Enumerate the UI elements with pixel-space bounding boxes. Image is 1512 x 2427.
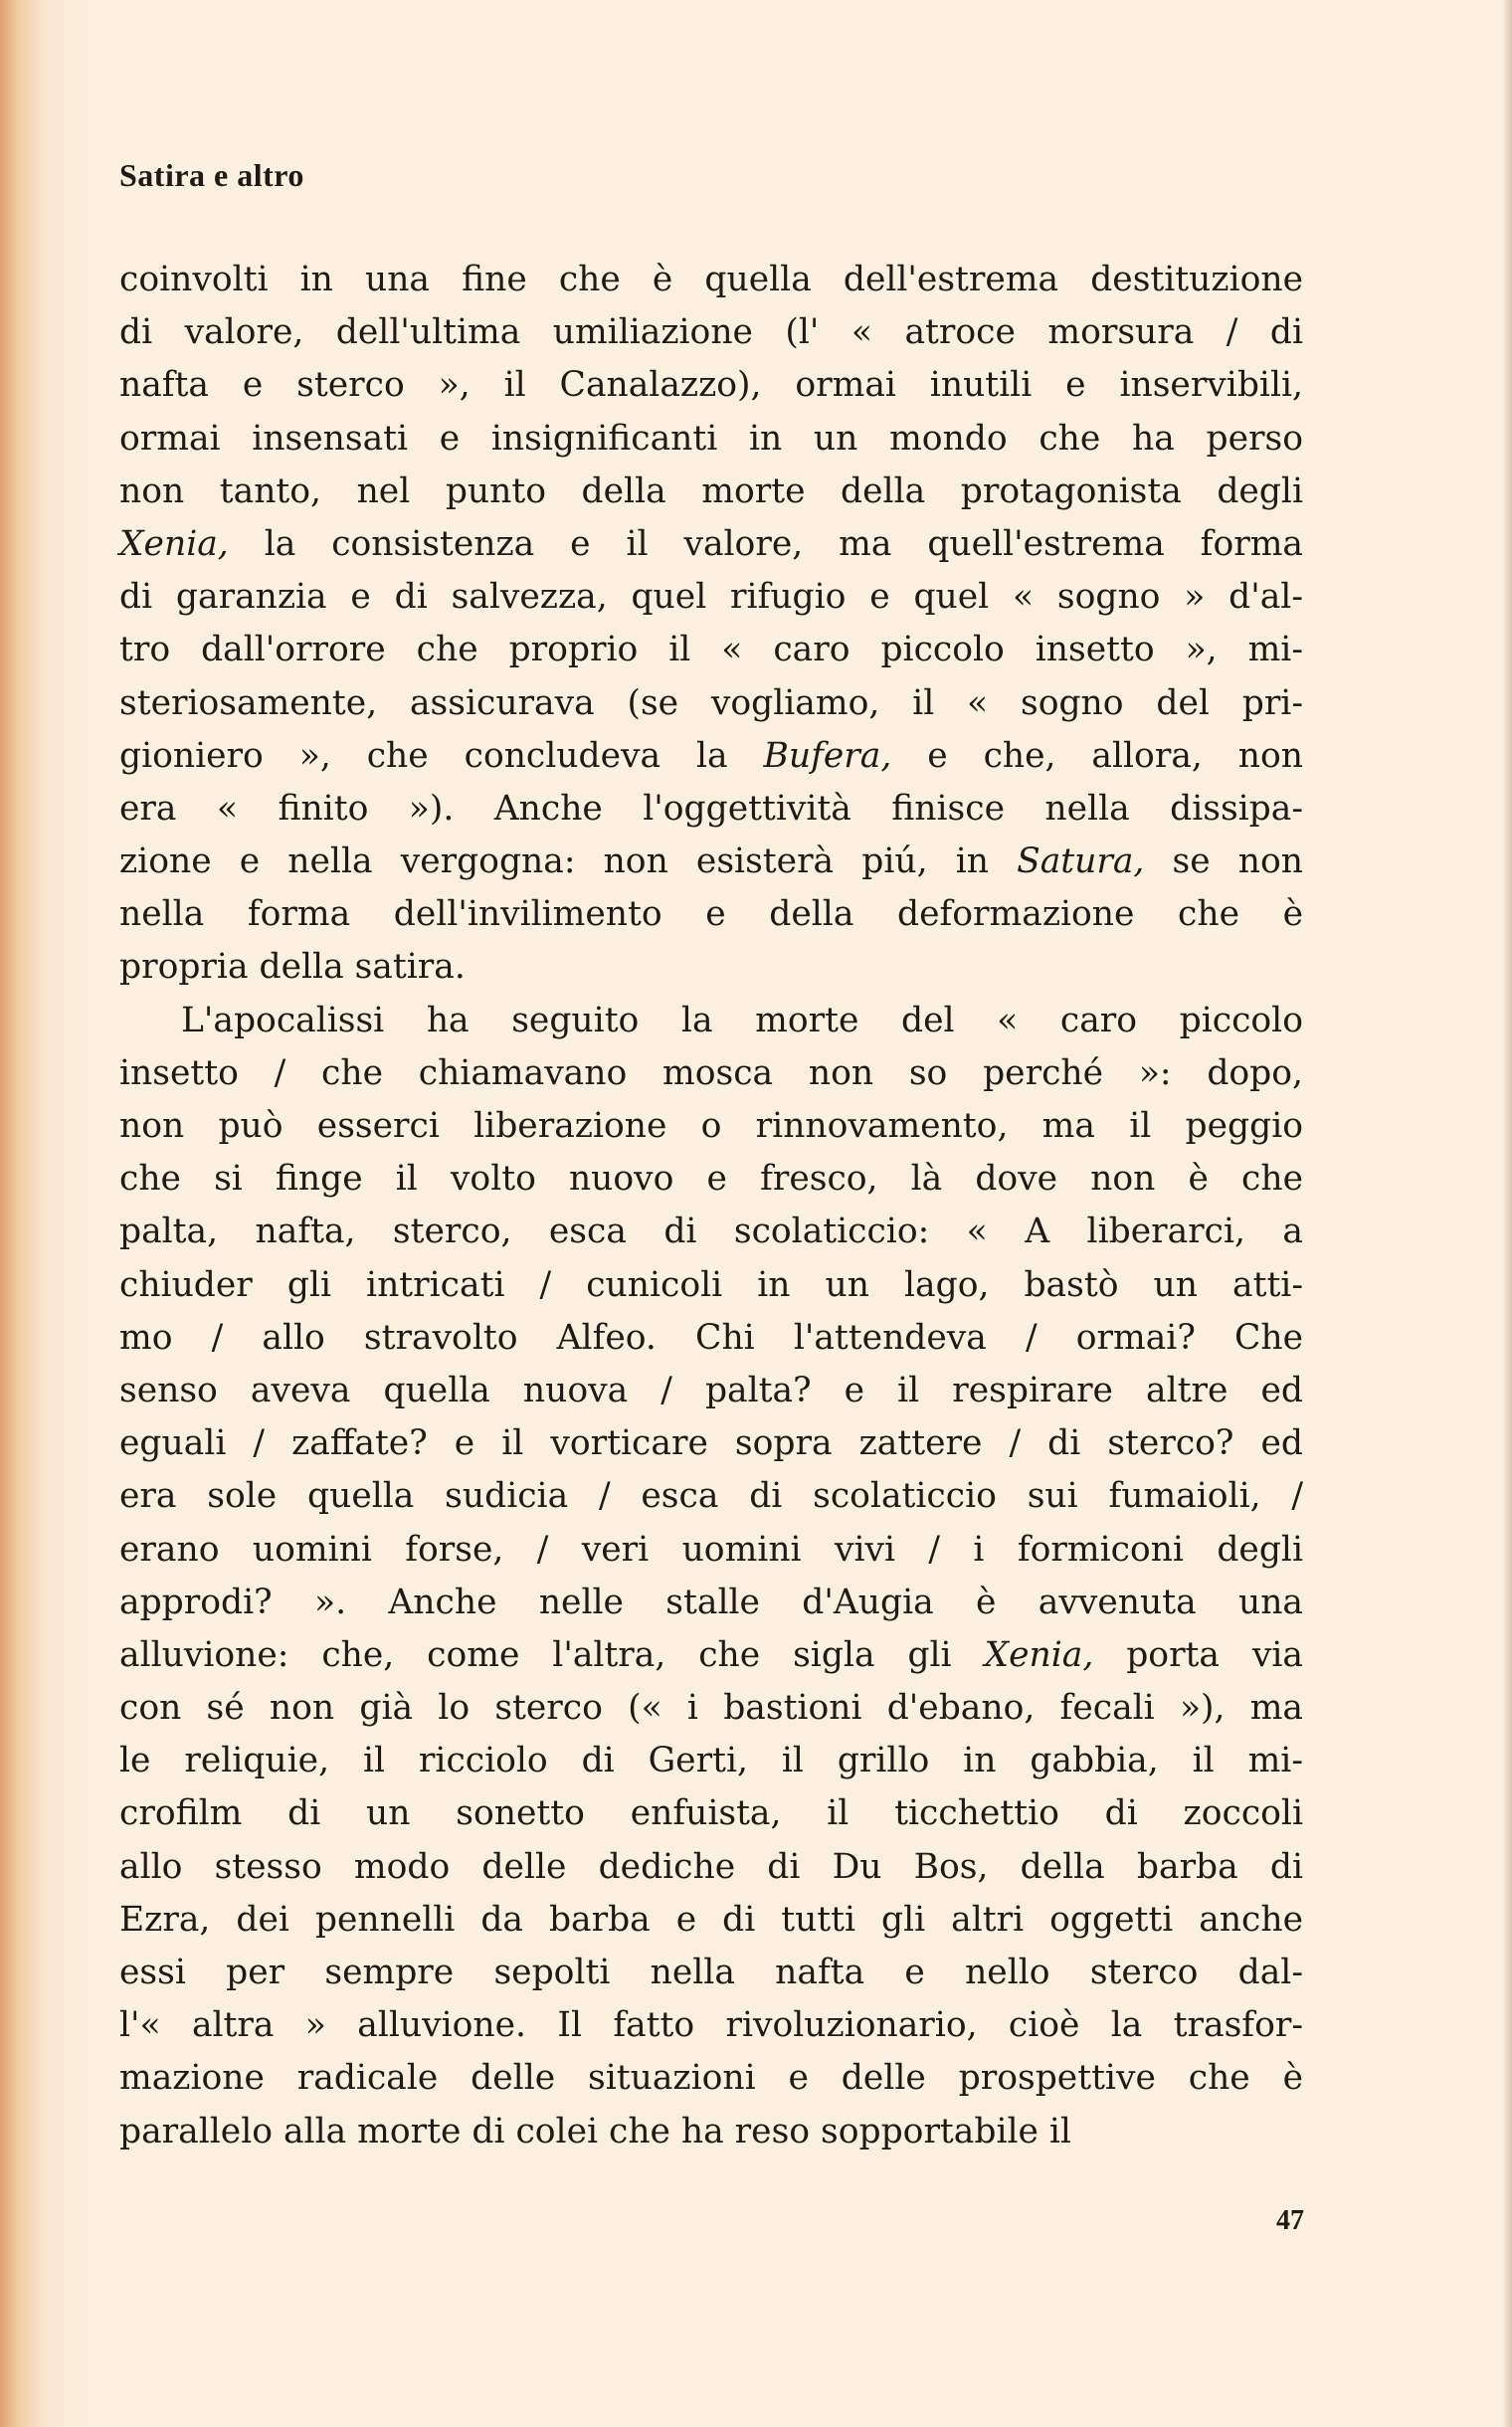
text-segment: essi per sempre sepolti nella nafta e nello sterco dal- bbox=[119, 1953, 1303, 1992]
italic-title: Bufera, bbox=[763, 735, 892, 776]
text-segment: nafta e sterco », il Canalazzo), ormai inutili e inservibili, bbox=[119, 365, 1303, 406]
text-line bbox=[119, 413, 1303, 466]
text-segment: mo / allo stravolto Alfeo. Chi l'attendeva / ormai? Che bbox=[119, 1317, 1303, 1358]
text-segment: Ezra, dei pennelli da barba e di tutti gli altri oggetti anche bbox=[119, 1899, 1303, 1940]
text-segment: approdi? ». Anche nelle stalle d'Augia è avvenuta una bbox=[119, 1582, 1303, 1622]
text-segment: nella forma dell'invilimento e della deformazione che è bbox=[119, 894, 1303, 935]
text-segment: alluvione: che, come l'altra, che sigla gli bbox=[119, 1634, 985, 1675]
text-line bbox=[119, 1259, 1303, 1312]
text-line bbox=[119, 1894, 1303, 1947]
text-line bbox=[119, 1577, 1303, 1629]
text-line bbox=[119, 1629, 1303, 1682]
text-line bbox=[119, 730, 1303, 783]
text-segment: chiuder gli intricati / cunicoli in un lago, bastò un atti- bbox=[119, 1264, 1303, 1305]
text-line bbox=[119, 1206, 1303, 1258]
text-line bbox=[119, 2106, 1303, 2158]
text-segment: porta via bbox=[1093, 1634, 1303, 1675]
text-line bbox=[119, 1365, 1303, 1417]
text-line bbox=[119, 1682, 1303, 1735]
text-segment: crofilm di un sonetto enfuista, il ticchettio di zoccoli bbox=[119, 1793, 1303, 1834]
text-line bbox=[119, 466, 1303, 518]
text-segment: se non bbox=[1144, 841, 1303, 882]
text-line bbox=[119, 518, 1303, 571]
text-segment: ormai insensati e insignificanti in un mondo che ha perso bbox=[119, 418, 1303, 459]
text-line bbox=[119, 359, 1303, 412]
text-line bbox=[119, 1841, 1303, 1894]
text-line bbox=[119, 1787, 1303, 1840]
page-number: 47 bbox=[1276, 2205, 1304, 2236]
text-segment: le reliquie, il ricciolo di Gerti, il grillo in gabbia, il mi- bbox=[119, 1741, 1303, 1781]
italic-title: Xenia, bbox=[119, 523, 229, 564]
text-segment: propria della satira. bbox=[119, 947, 466, 988]
italic-title: Xenia, bbox=[984, 1634, 1094, 1675]
text-line bbox=[119, 1735, 1303, 1787]
text-line bbox=[119, 1047, 1303, 1100]
text-line bbox=[119, 995, 1303, 1047]
text-segment: parallelo alla morte di colei che ha reso sopportabile il bbox=[119, 2111, 1071, 2151]
text-line bbox=[119, 624, 1303, 676]
running-head: Satira e altro bbox=[119, 157, 304, 193]
text-segment: tro dall'orrore che proprio il « caro piccolo insetto », mi- bbox=[119, 630, 1303, 670]
body-text bbox=[119, 254, 1303, 2158]
text-line bbox=[119, 254, 1303, 306]
text-line bbox=[119, 1524, 1303, 1577]
text-segment: che si finge il volto nuovo e fresco, là dove non è che bbox=[119, 1159, 1303, 1200]
text-segment: zione e nella vergogna: non esisterà piú, in bbox=[119, 841, 1018, 882]
text-line bbox=[119, 1947, 1303, 1999]
text-segment: di valore, dell'ultima umiliazione (l' « atroce morsura / di bbox=[119, 312, 1303, 353]
text-line bbox=[119, 1312, 1303, 1365]
text-segment: allo stesso modo delle dediche di Du Bos, della barba di bbox=[119, 1846, 1303, 1887]
text-line bbox=[119, 783, 1303, 836]
text-segment: palta, nafta, sterco, esca di scolaticcio: « A liberarci, a bbox=[119, 1212, 1303, 1252]
text-segment: di garanzia e di salvezza, quel rifugio e quel « sogno » d'al- bbox=[119, 577, 1303, 618]
text-line bbox=[119, 1999, 1303, 2052]
text-line bbox=[119, 836, 1303, 888]
page-edge-shadow bbox=[1502, 0, 1512, 2427]
text-segment: senso aveva quella nuova / palta? e il respirare altre ed bbox=[119, 1370, 1303, 1410]
text-line bbox=[119, 1417, 1303, 1470]
text-segment: la consistenza e il valore, ma quell'estrema forma bbox=[228, 523, 1303, 564]
text-segment: con sé non già lo sterco (« i bastioni d'ebano, fecali »), ma bbox=[119, 1688, 1303, 1729]
text-segment: era « finito »). Anche l'oggettività finisce nella dissipa- bbox=[119, 788, 1303, 829]
text-segment: gioniero », che concludeva la bbox=[119, 735, 764, 776]
text-segment: era sole quella sudicia / esca di scolaticcio sui fumaioli, / bbox=[119, 1476, 1303, 1517]
text-segment: eguali / zaffate? e il vorticare sopra zattere / di sterco? ed bbox=[119, 1423, 1303, 1464]
text-line bbox=[119, 677, 1303, 730]
text-line bbox=[119, 1100, 1303, 1153]
text-segment: non può esserci liberazione o rinnovamento, ma il peggio bbox=[119, 1106, 1303, 1146]
italic-title: Satura, bbox=[1017, 841, 1145, 882]
text-line bbox=[119, 941, 1303, 994]
text-line bbox=[119, 1153, 1303, 1206]
text-line bbox=[119, 1470, 1303, 1523]
text-segment: e che, allora, non bbox=[891, 735, 1303, 776]
text-segment: coinvolti in una fine che è quella dell'estrema destituzione bbox=[119, 260, 1303, 299]
text-segment: erano uomini forse, / veri uomini vivi / i formiconi degli bbox=[119, 1529, 1303, 1570]
text-segment: non tanto, nel punto della morte della protagonista degli bbox=[119, 470, 1303, 511]
text-segment: steriosamente, assicurava (se vogliamo, il « sogno del pri- bbox=[119, 682, 1303, 723]
text-segment: L'apocalissi ha seguito la morte del « caro piccolo bbox=[181, 1000, 1303, 1040]
text-segment: mazione radicale delle situazioni e delle prospettive che è bbox=[119, 2058, 1303, 2099]
text-line bbox=[119, 888, 1303, 941]
text-line bbox=[119, 306, 1303, 359]
text-segment: insetto / che chiamavano mosca non so perché »: dopo, bbox=[119, 1052, 1303, 1093]
text-segment: l'« altra » alluvione. Il fatto rivoluzionario, cioè la trasfor- bbox=[119, 2005, 1303, 2046]
text-line bbox=[119, 2052, 1303, 2105]
text-line bbox=[119, 571, 1303, 624]
